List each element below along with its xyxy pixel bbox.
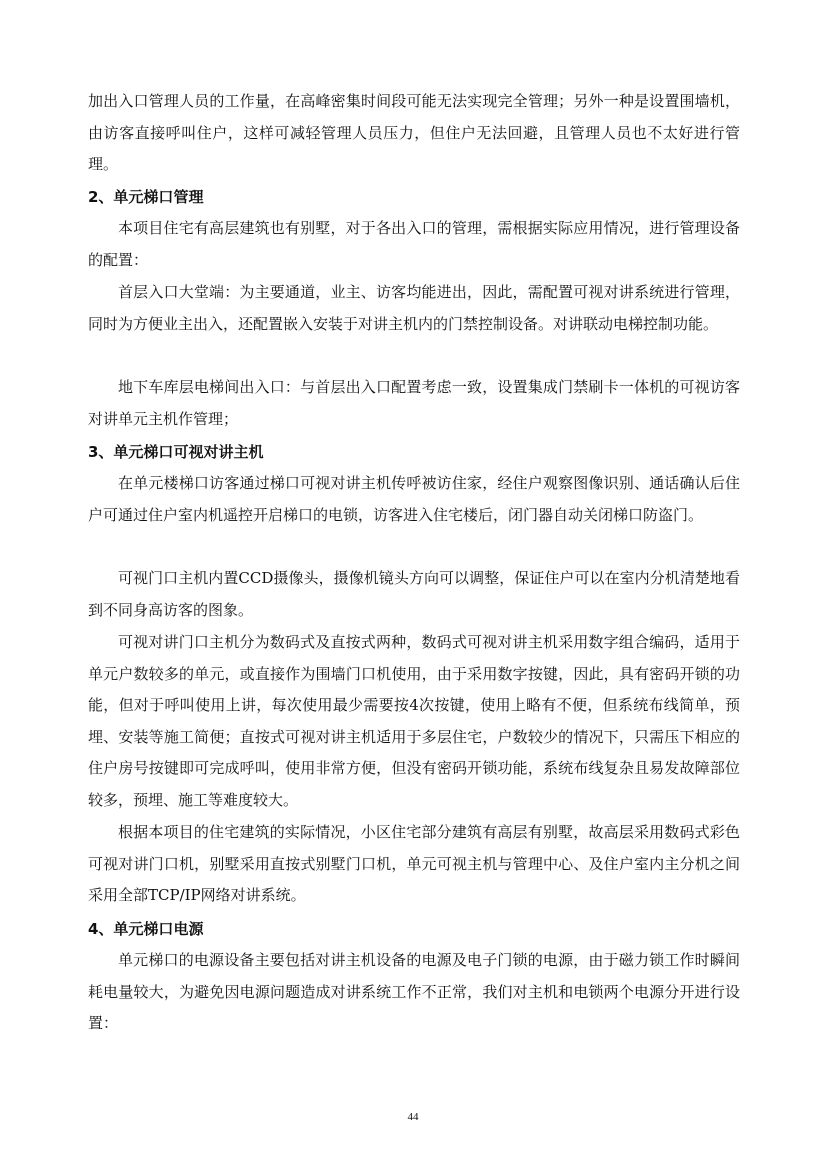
- section-heading-unit-entrance-management: 2、单元梯口管理: [88, 188, 204, 206]
- paragraph-power-supply: 单元梯口的电源设备主要包括对讲主机设备的电源及电子门锁的电源，由于磁力锁工作时瞬间耗电量较大，为避免因电源问题造成对讲系统工作不正常，我们对主机和电锁两个电源分开进行设置：: [88, 951, 740, 1032]
- paragraph-intro-continuation: 加出入口管理人员的工作量，在高峰密集时间段可能无法实现完全管理；另外一种是设置围墙机，由访客直接呼叫住户，这样可减轻管理人员压力，但住户无法回避，且管理人员也不太好进行管理。: [88, 92, 740, 173]
- paragraph-project-overview: 本项目住宅有高层建筑也有别墅，对于各出入口的管理，需根据实际应用情况，进行管理设备的配置：: [88, 219, 740, 269]
- paragraph-ccd-camera: 可视门口主机内置CCD摄像头，摄像机镜头方向可以调整，保证住户可以在室内分机清楚地看到不同身高访客的图象。: [88, 569, 740, 619]
- paragraph-project-selection: 根据本项目的住宅建筑的实际情况，小区住宅部分建筑有高层有别墅，故高层采用数码式彩色可视对讲门口机，别墅采用直按式别墅门口机，单元可视主机与管理中心、及住户室内主分机之间采用全部TCP/IP网络对讲系统。: [88, 823, 740, 904]
- page-number: 44: [407, 1111, 419, 1123]
- section-heading-power-supply: 4、单元梯口电源: [88, 920, 204, 938]
- paragraph-digital-vs-direct: 可视对讲门口主机分为数码式及直按式两种，数码式可视对讲主机采用数字组合编码，适用于单元户数较多的单元，或直接作为围墙门口机使用，由于采用数字按键，因此，具有密码开锁的功能，但对于呼叫使用上讲，每次使用最少需要按4次按键，使用上略有不便，但系统布线简单，预埋、安装等施工简便；直按式可视对讲主机适用于多层住宅，户数较少的情况下，只需压下相应的住户房号按键即可完成呼叫，使用非常方便，但没有密码开锁功能，系统布线复杂且易发故障部位较多，预埋、施工等难度较大。: [88, 633, 740, 809]
- section-heading-intercom-host: 3、单元梯口可视对讲主机: [88, 443, 264, 461]
- paragraph-basement-entrance: 地下车库层电梯间出入口：与首层出入口配置考虑一致，设置集成门禁刷卡一体机的可视访客对讲单元主机作管理；: [88, 378, 740, 428]
- paragraph-ground-floor-lobby: 首层入口大堂端：为主要通道，业主、访客均能进出，因此，需配置可视对讲系统进行管理，同时为方便业主出入，还配置嵌入安装于对讲主机内的门禁控制设备。对讲联动电梯控制功能。: [88, 283, 740, 333]
- paragraph-visitor-call-process: 在单元楼梯口访客通过梯口可视对讲主机传呼被访住家，经住户观察图像识别、通话确认后住户可通过住户室内机遥控开启梯口的电锁，访客进入住宅楼后，闭门器自动关闭梯口防盗门。: [88, 474, 740, 524]
